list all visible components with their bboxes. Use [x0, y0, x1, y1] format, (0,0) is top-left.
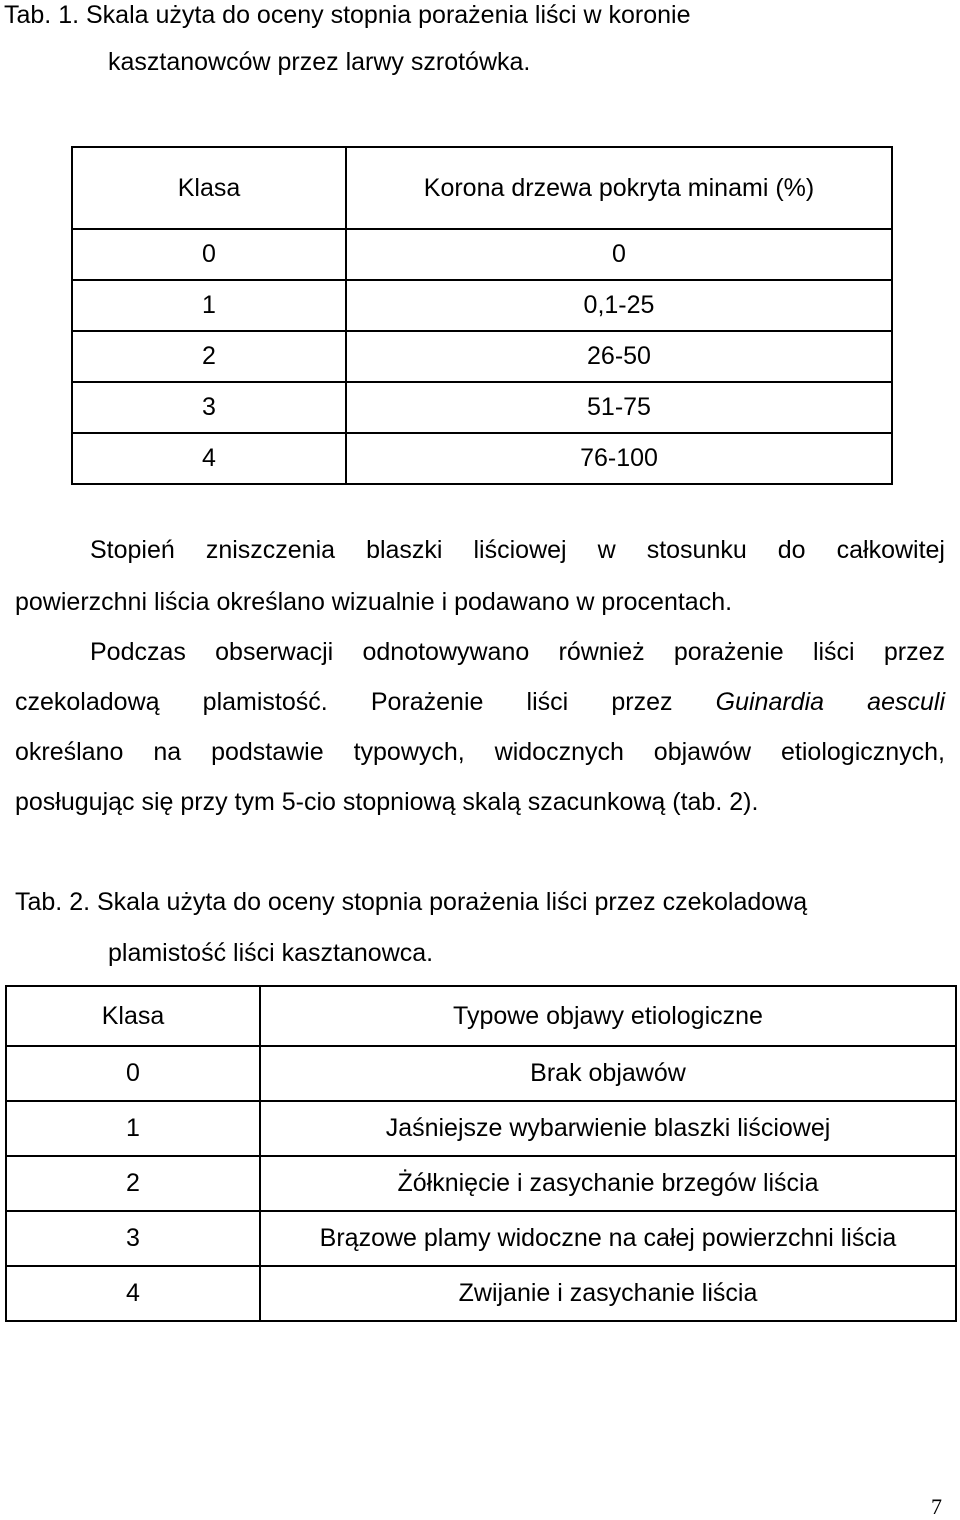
table1-header-coverage: Korona drzewa pokryta minami (%): [346, 147, 892, 229]
table-row: [6, 1211, 956, 1266]
table1-cell-coverage: 76-100: [346, 433, 892, 484]
table-row: [6, 1046, 956, 1101]
paragraph-line5: określano na podstawie typowych, widocznych objawów etiologicznych,: [15, 738, 945, 766]
table2-cell-symptom: Żółknięcie i zasychanie brzegów liścia: [260, 1156, 956, 1211]
table-row: [72, 382, 892, 433]
table1-cell-class: 3: [72, 382, 346, 433]
table2-header-class: Klasa: [6, 986, 260, 1046]
table2-cell-class: 0: [6, 1046, 260, 1101]
table1-header-row: [72, 147, 892, 229]
table1-cell-coverage: 0,1-25: [346, 280, 892, 331]
paragraph-line3: Podczas obserwacji odnotowywano również porażenie liści przez: [90, 638, 945, 666]
table-row: [72, 331, 892, 382]
table2-caption-line2: plamistość liści kasztanowca.: [108, 939, 434, 967]
paragraph-line6: posługując się przy tym 5-cio stopniową skalą szacunkową (tab. 2).: [15, 788, 759, 816]
table2-cell-class: 3: [6, 1211, 260, 1266]
table2-cell-symptom: Zwijanie i zasychanie liścia: [260, 1266, 956, 1321]
table-row: [6, 1156, 956, 1211]
table2-cell-symptom: Brązowe plamy widoczne na całej powierzchni liścia: [260, 1211, 956, 1266]
species-name: Guinardia aesculi: [715, 688, 945, 716]
table1-header-class: Klasa: [72, 147, 346, 229]
paragraph-line1: Stopień zniszczenia blaszki liściowej w stosunku do całkowitej: [90, 536, 945, 564]
table2-cell-class: 2: [6, 1156, 260, 1211]
table1-caption-line1: Tab. 1. Skala użyta do oceny stopnia porażenia liści w koronie: [4, 1, 691, 29]
table-row: [6, 1266, 956, 1321]
table1-cell-class: 2: [72, 331, 346, 382]
table1-cell-coverage: 26-50: [346, 331, 892, 382]
table1-cell-coverage: 0: [346, 229, 892, 280]
paragraph-line2: powierzchni liścia określano wizualnie i podawano w procentach.: [15, 588, 733, 616]
table2-cell-symptom: Jaśniejsze wybarwienie blaszki liściowej: [260, 1101, 956, 1156]
table2: [5, 985, 957, 1322]
table1-cell-coverage: 51-75: [346, 382, 892, 433]
table1-cell-class: 1: [72, 280, 346, 331]
table1-cell-class: 4: [72, 433, 346, 484]
table-row: [72, 433, 892, 484]
table2-cell-class: 4: [6, 1266, 260, 1321]
table2-caption-line1: Tab. 2. Skala użyta do oceny stopnia porażenia liści przez czekoladową: [15, 888, 808, 916]
table1-cell-class: 0: [72, 229, 346, 280]
paragraph-line4-text: czekoladową plamistość. Porażenie liści przez: [15, 688, 716, 716]
table1-caption-line2: kasztanowców przez larwy szrotówka.: [108, 48, 531, 76]
table1: [71, 146, 893, 485]
table-row: [6, 1101, 956, 1156]
page-number: 7: [931, 1494, 942, 1519]
table-row: [72, 280, 892, 331]
table2-cell-class: 1: [6, 1101, 260, 1156]
table2-cell-symptom: Brak objawów: [260, 1046, 956, 1101]
table2-header-row: [6, 986, 956, 1046]
table2-header-symptoms: Typowe objawy etiologiczne: [260, 986, 956, 1046]
paragraph-line4: [15, 687, 945, 717]
table-row: [72, 229, 892, 280]
